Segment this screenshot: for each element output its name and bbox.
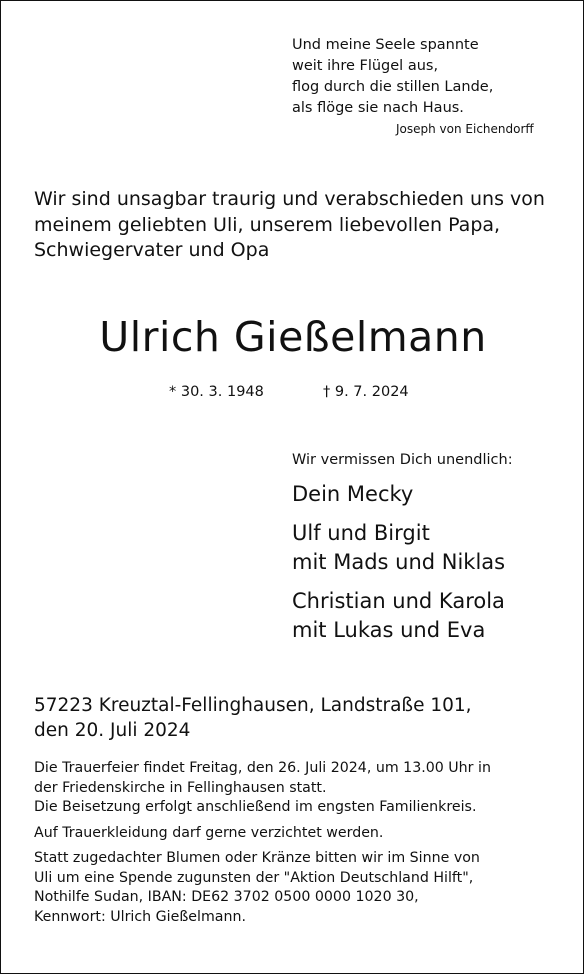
place-line: den 20. Juli 2024 <box>34 720 191 741</box>
funeral-notes <box>34 759 579 933</box>
poem-block <box>292 35 562 136</box>
notes-line: Nothilfe Sudan, IBAN: DE62 3702 0500 0000 1020 30, <box>34 889 419 905</box>
place-line: 57223 Kreuztal-Fellinghausen, Landstraße 101, <box>34 695 472 716</box>
mourner-line: Ulf und Birgit <box>292 521 430 545</box>
mourners-intro: Wir vermissen Dich unendlich: <box>292 452 513 468</box>
mourner-group <box>292 519 505 577</box>
poem-line: weit ihre Flügel aus, <box>292 58 439 74</box>
notes-line: Uli um eine Spende zugunsten der "Aktion Deutschland Hilft", <box>34 869 474 886</box>
notes-line: Die Beisetzung erfolgt anschließend im engsten Familienkreis. <box>34 799 477 815</box>
poem-line: als flöge sie nach Haus. <box>292 100 464 116</box>
notes-line: Die Trauerfeier findet Freitag, den 26. Juli 2024, um 13.00 Uhr in <box>34 760 491 776</box>
mourner-group <box>292 587 505 645</box>
poem-line: flog durch die stillen Lande, <box>292 79 494 95</box>
notes-paragraph <box>34 849 579 927</box>
notes-line: Kennwort: Ulrich Gießelmann. <box>34 908 246 925</box>
poem-line: Und meine Seele spannte <box>292 37 479 53</box>
notes-line: Statt zugedachter Blumen oder Kränze bitten wir im Sinne von <box>34 850 480 866</box>
notes-paragraph <box>34 759 579 818</box>
intro-line: meinem geliebten Uli, unserem liebevollen Papa, <box>34 213 501 236</box>
mourner-line: mit Lukas und Eva <box>292 618 486 642</box>
deceased-name: Ulrich Gießelmann <box>99 313 487 361</box>
mourners-list <box>292 480 505 655</box>
notes-line: Auf Trauerkleidung darf gerne verzichtet werden. <box>34 824 384 841</box>
death-date: † 9. 7. 2024 <box>323 384 409 400</box>
intro-line: Schwiegervater und Opa <box>34 239 270 261</box>
mourner-line: Dein Mecky <box>292 482 414 506</box>
mourner-line: mit Mads und Niklas <box>292 550 506 574</box>
notes-line: der Friedenskirche in Fellinghausen statt. <box>34 779 327 796</box>
notes-paragraph <box>34 824 579 844</box>
mourner-group <box>292 480 505 509</box>
intro-line: Wir sind unsagbar traurig und verabschieden uns von <box>34 188 545 210</box>
place-and-date <box>34 693 472 743</box>
mourner-line: Christian und Karola <box>292 589 505 613</box>
birth-date: * 30. 3. 1948 <box>169 384 264 400</box>
poem-author: Joseph von Eichendorff <box>396 122 534 136</box>
intro-text <box>34 187 574 264</box>
